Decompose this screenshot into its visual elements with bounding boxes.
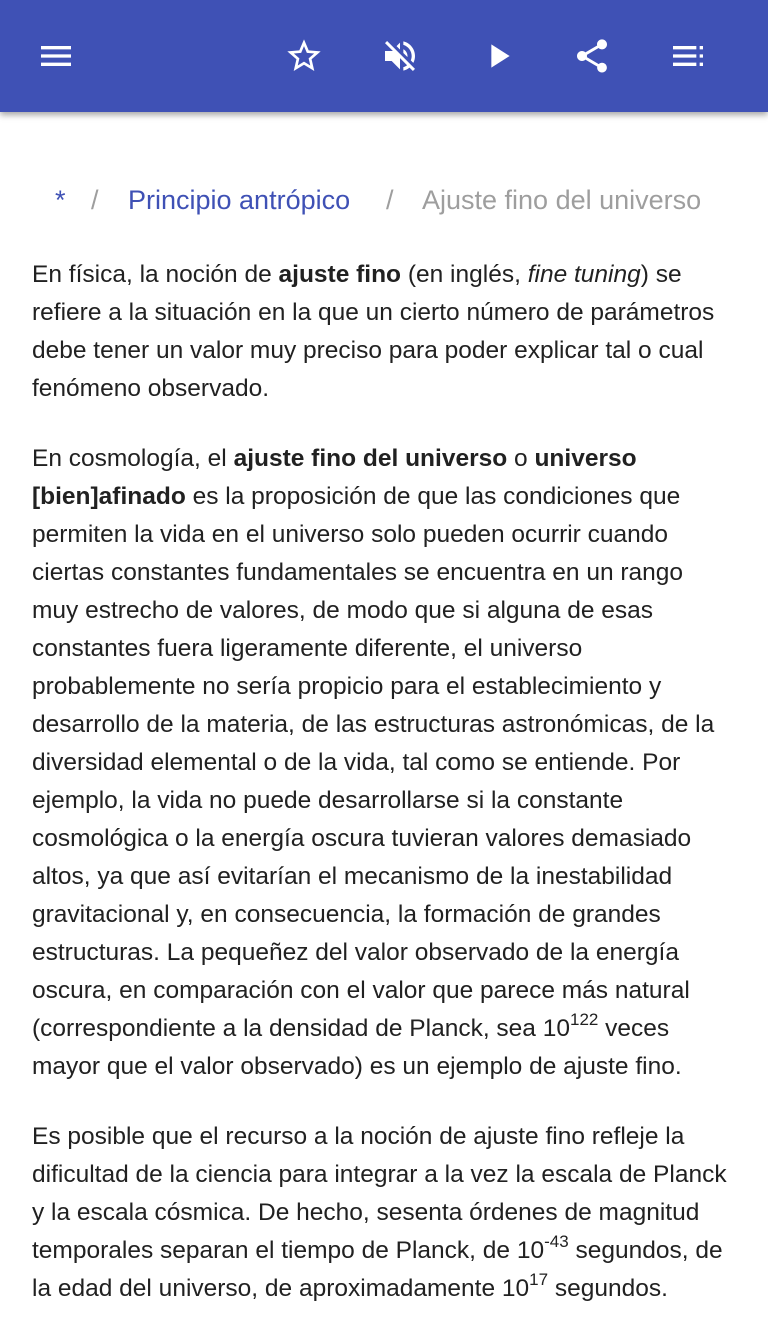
share-button[interactable] [564,28,620,84]
breadcrumb [0,178,768,222]
breadcrumb-home-link[interactable]: * [55,185,66,215]
favorite-button[interactable] [276,28,332,84]
term-ajuste-fino-universo: ajuste fino del universo [233,445,508,472]
contents-button[interactable] [660,28,716,84]
menu-icon [36,36,76,76]
menu-button[interactable] [28,28,84,84]
breadcrumb-separator: / [386,185,394,215]
paragraph-cosmology: En cosmología, el ajuste fino del universo o universo [bien]afinado es la proposición de que las condiciones que permiten la vida en el universo solo pueden ocurrir cuando ciertas constantes fundamentales se encuentra en un rango muy estrecho de valores, de modo que si alguna de esas constantes fuera ligeramente diferente, el universo probablemente no sería propicio para el establecimiento y desarrollo de la materia, de las estructuras astronómicas, de la diversidad elemental o de la vida, tal como se entiende. Por ejemplo, la vida no puede desarrollarse si la constante cosmológica o la energía oscura tuvieran valores demasiado altos, ya que así evitarían el mecanismo de la inestabilidad gravitacional y, en consecuencia, la formación de grandes estructuras. La pequeñez del valor observado de la energía oscura, en comparación con el valor que parece más natural (correspondiente a la densidad de Planck, sea $10^{122}$ veces mayor que el valor observado) es un ejemplo de ajuste fino. [32,445,715,1080]
play-button[interactable] [470,28,526,84]
share-icon [572,36,612,76]
play-icon [478,36,518,76]
breadcrumb-current: Ajuste fino del universo [422,185,702,215]
exponent: 17 [529,1270,549,1289]
term-fine-tuning: fine tuning [527,261,641,288]
article-body [32,256,736,1340]
app-toolbar [0,0,768,112]
term-ajuste-fino: ajuste fino [278,261,402,288]
paragraph-planck-scale: Es posible que el recurso a la noción de ajuste fino refleje la dificultad de la ciencia para integrar a la vez la escala de Planck y la escala cósmica. De hecho, sesenta órdenes de magnitud temporales separan el tiempo de Planck, de $10^{-43}$ segundos, de la edad del universo, de aproximadamente $10^{17}$ segundos. [32,1123,727,1302]
exponent: -43 [544,1232,569,1251]
breadcrumb-separator: / [91,185,99,215]
paragraph-definition: En física, la noción de ajuste fino (en inglés, fine tuning) se refiere a la situación en la que un cierto número de parámetros debe tener un valor muy preciso para poder explicar tal o cual fenómeno observado. [32,261,715,402]
playlist-icon [668,36,708,76]
star-outline-icon [284,36,324,76]
breadcrumb-parent-link[interactable]: Principio antrópico [128,185,351,215]
mute-button[interactable] [372,28,428,84]
exponent: 122 [570,1010,599,1029]
term-universo-afinado: universo [bien]afinado [32,445,637,510]
volume-off-icon [380,36,420,76]
